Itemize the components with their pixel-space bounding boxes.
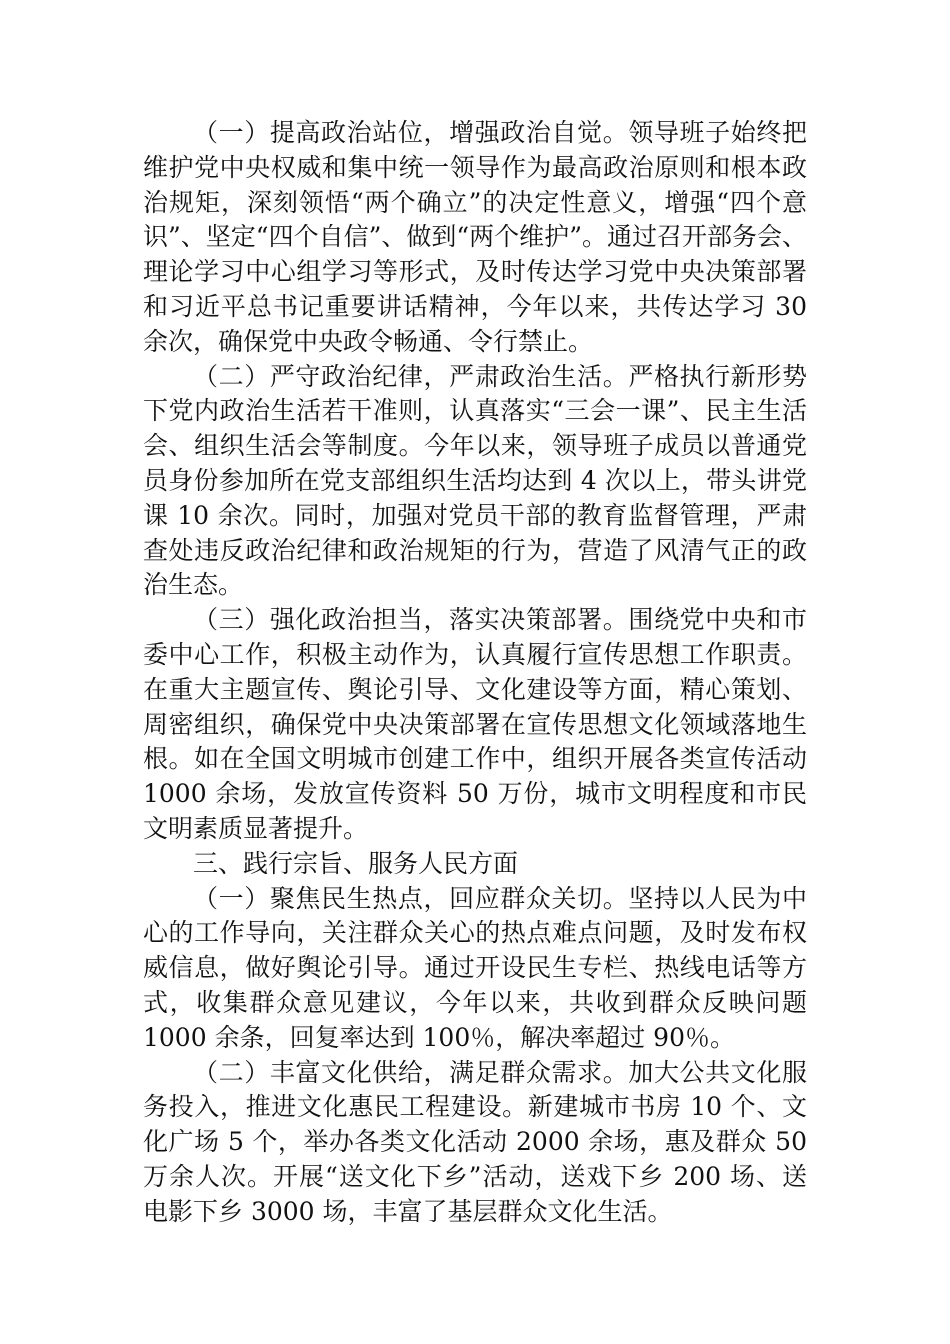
paragraph-political-standing: （一）提高政治站位，增强政治自觉。领导班子始终把维护党中央权威和集中统一领导作为最高政治原则和根本政治规矩，深刻领悟“两个确立”的决定性意义，增强“四个意识”、坚定“四个自信”、做到“两个维护”。通过召开部务会、理论学习中心组学习等形式，及时传达学习党中央决策部署和习近平总书记重要讲话精神，今年以来，共传达学习 30 余次，确保党中央政令畅通、令行禁止。 [143,118,807,356]
document-page [143,116,807,1230]
paragraph-livelihood-hotspots: （一）聚焦民生热点，回应群众关切。坚持以人民为中心的工作导向，关注群众关心的热点难点问题，及时发布权威信息，做好舆论引导。通过开设民生专栏、热线电话等方式，收集群众意见建议，今年以来，共收到群众反映问题 1000 余条，回复率达到 100％，解决率超过 90％。 [143,883,807,1052]
section-heading-serve-people: 三、践行宗旨、服务人民方面 [193,848,519,878]
paragraph-cultural-supply: （二）丰富文化供给，满足群众需求。加大公共文化服务投入，推进文化惠民工程建设。新建城市书房 10 个、文化广场 5 个，举办各类文化活动 2000 余场，惠及群众 50 万余人次。开展“送文化下乡”活动，送戏下乡 200 场、送电影下乡 3000 场，丰富了基层群众文化生活。 [143,1057,807,1226]
paragraph-political-responsibility: （三）强化政治担当，落实决策部署。围绕党中央和市委中心工作，积极主动作为，认真履行宣传思想工作职责。在重大主题宣传、舆论引导、文化建设等方面，精心策划、周密组织，确保党中央决策部署在宣传思想文化领域落地生根。如在全国文明城市创建工作中，组织开展各类宣传活动 1000 余场，发放宣传资料 50 万份，城市文明程度和市民文明素质显著提升。 [143,605,807,843]
paragraph-political-discipline: （二）严守政治纪律，严肃政治生活。严格执行新形势下党内政治生活若干准则，认真落实“三会一课”、民主生活会、组织生活会等制度。今年以来，领导班子成员以普通党员身份参加所在党支部组织生活均达到 4 次以上，带头讲党课 10 余次。同时，加强对党员干部的教育监督管理，严肃查处违反政治纪律和政治规矩的行为，营造了风清气正的政治生态。 [143,361,807,600]
